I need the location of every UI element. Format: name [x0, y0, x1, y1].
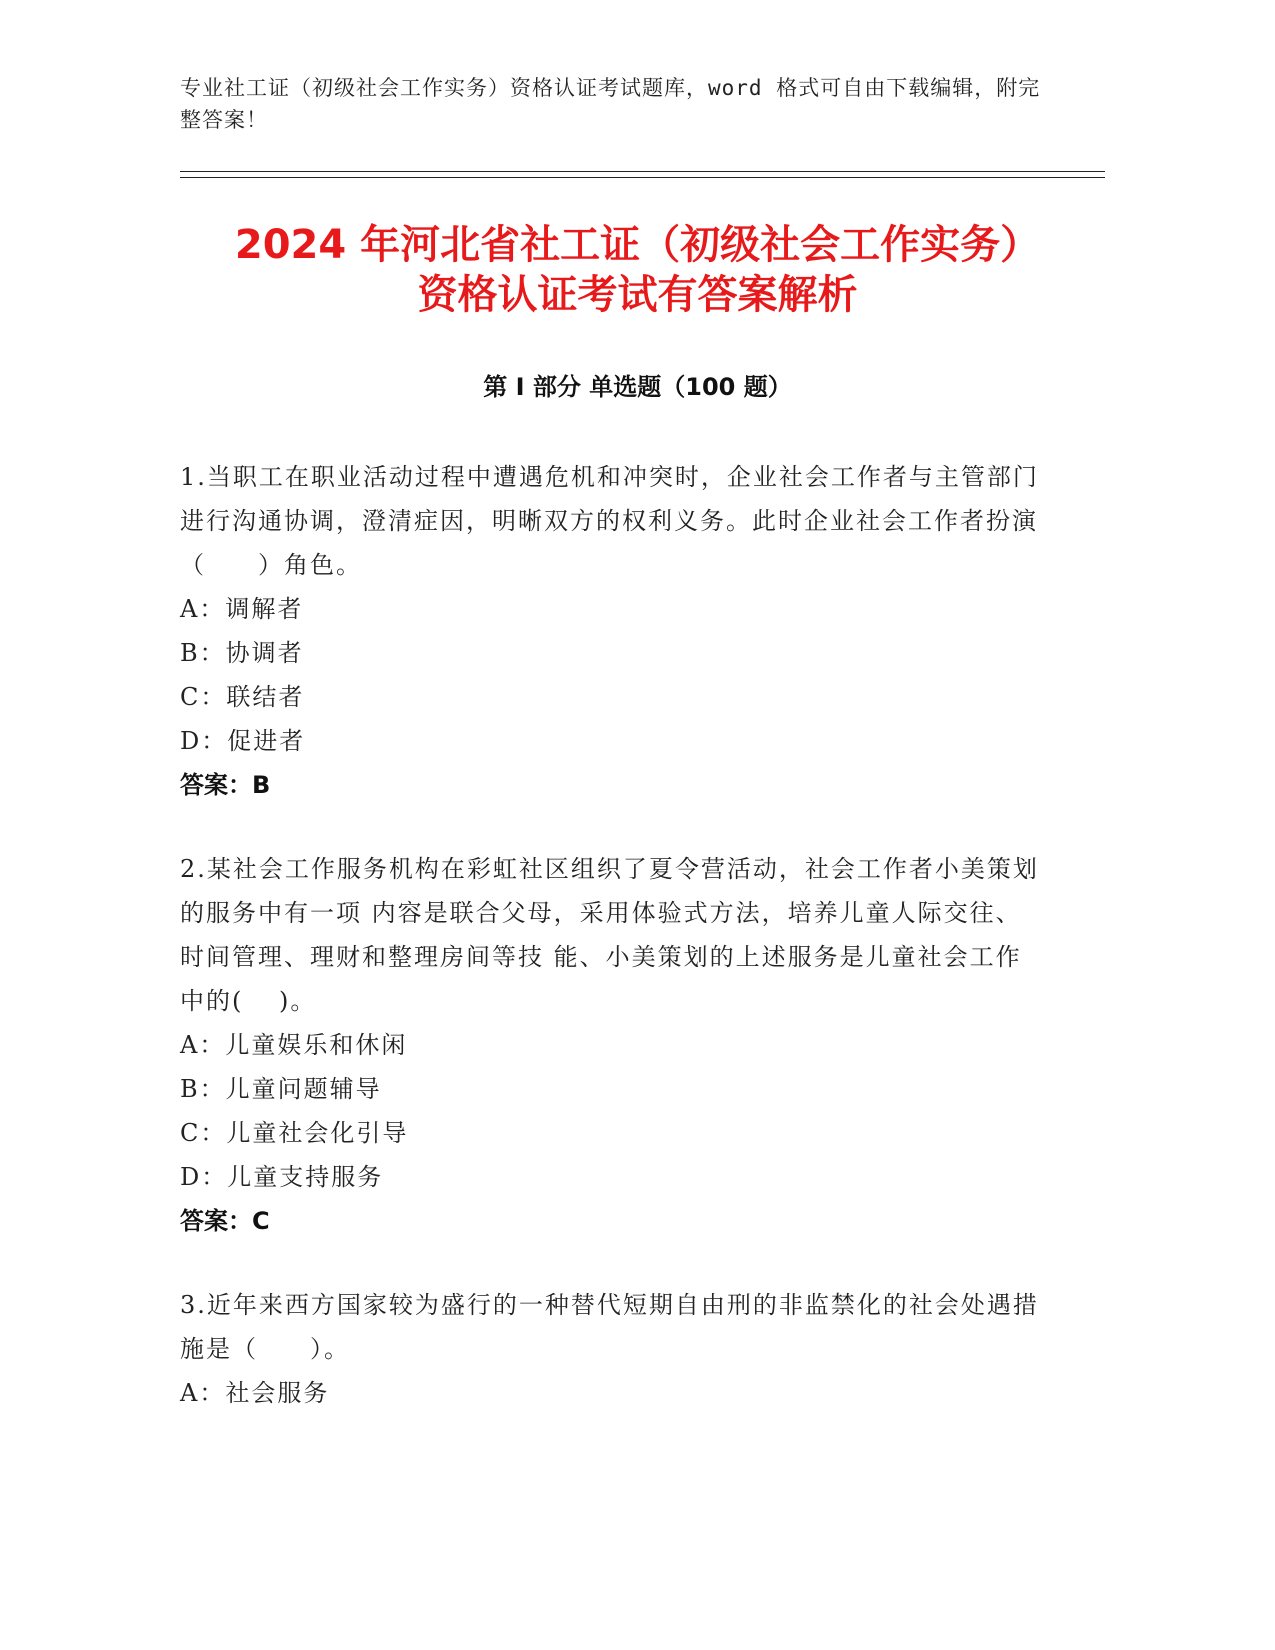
document-title-line2: 资格认证考试有答案解析	[417, 272, 858, 318]
option-d: D：促进者	[180, 727, 306, 755]
option-c: C：联结者	[180, 683, 305, 711]
header-rule-bottom	[180, 177, 1105, 178]
option-a: A：社会服务	[180, 1379, 330, 1407]
option-b: B：儿童问题辅导	[180, 1075, 382, 1103]
question-stem: 2.某社会工作服务机构在彩虹社区组织了夏令营活动，社会工作者小美策划的服务中有一项 内容是联合父母，采用体验式方法，培养儿童人际交往、时间管理、理财和整理房间等技 能、小美策划的上述服务是儿童社会工作中的( )。	[180, 855, 1039, 1015]
answer-line: 答案：C	[180, 1207, 270, 1235]
question-3	[180, 1283, 1040, 1415]
option-b: B：协调者	[180, 639, 304, 667]
option-d: D：儿童支持服务	[180, 1163, 384, 1191]
header-note: 专业社工证（初级社会工作实务）资格认证考试题库，word 格式可自由下载编辑，附完整答案！	[180, 76, 1041, 132]
document-title	[100, 220, 1175, 320]
question-stem: 3.近年来西方国家较为盛行的一种替代短期自由刑的非监禁化的社会处遇措施是（ ）。	[180, 1291, 1039, 1363]
document-title-line1: 2024 年河北省社工证（初级社会工作实务）	[234, 222, 1041, 268]
question-1	[180, 455, 1040, 807]
header-rule-top	[180, 171, 1105, 172]
question-2	[180, 847, 1040, 1243]
option-a: A：儿童娱乐和休闲	[180, 1031, 408, 1059]
option-a: A：调解者	[180, 595, 304, 623]
question-stem: 1.当职工在职业活动过程中遭遇危机和冲突时，企业社会工作者与主管部门进行沟通协调，澄清症因，明晰双方的权利义务。此时企业社会工作者扮演（ ）角色。	[180, 463, 1039, 579]
answer-line: 答案：B	[180, 771, 271, 799]
question-list	[180, 455, 1040, 1455]
option-c: C：儿童社会化引导	[180, 1119, 409, 1147]
section-heading: 第 I 部分 单选题（100 题）	[483, 373, 792, 401]
